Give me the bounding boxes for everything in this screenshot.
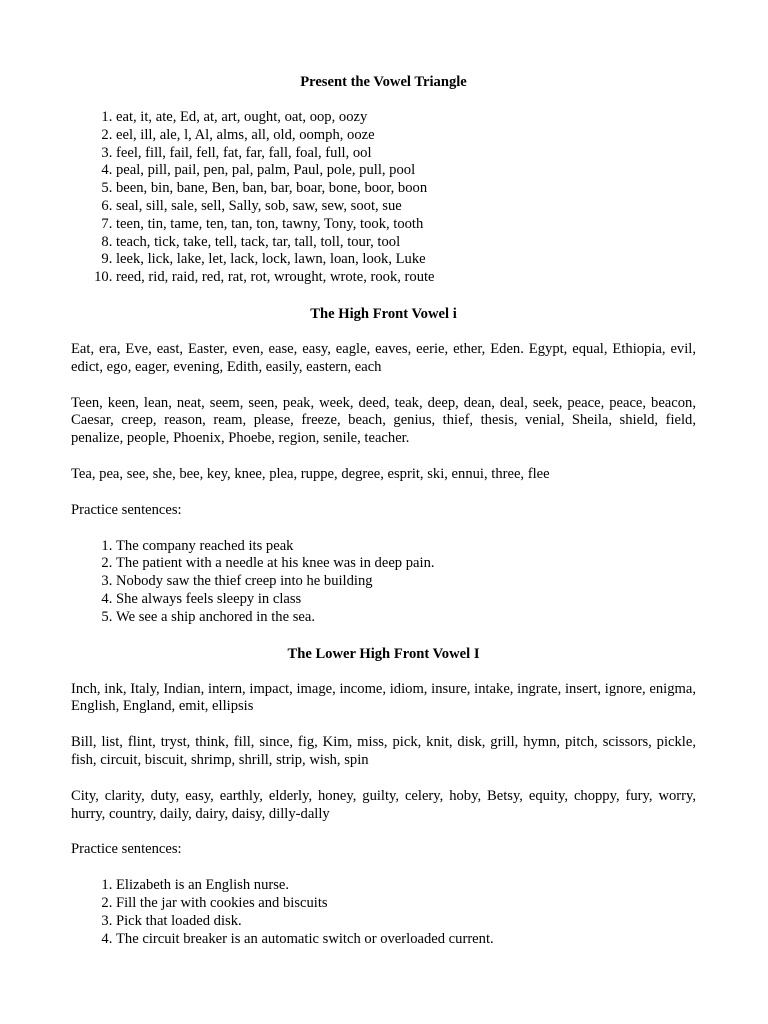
word-paragraph-1: Eat, era, Eve, east, Easter, even, ease, easy, eagle, eaves, eerie, ether, Eden. Egypt, equal, Ethiopia, evil, edict, ego, eager, evening, Edith, easily, eastern, each xyxy=(71,340,696,375)
vowel-triangle-list xyxy=(71,109,696,287)
list-item: 3. feel, fill, fail, fell, fat, far, fall, foal, full, ool xyxy=(116,145,696,163)
section-title-high-front-vowel: The High Front Vowel i xyxy=(310,305,457,322)
word-paragraph-2: Bill, list, flint, tryst, think, fill, since, fig, Kim, miss, pick, knit, disk, grill, hymn, pitch, scissors, pickle, fish, circuit, biscuit, shrimp, shrill, strip, wish, spin xyxy=(71,734,696,768)
list-item: 1. The company reached its peak xyxy=(116,538,696,556)
list-item: 1. Elizabeth is an English nurse. xyxy=(116,877,696,895)
list-item: 10. reed, rid, raid, red, rat, rot, wrought, wrote, rook, route xyxy=(116,269,696,287)
list-item: 9. leek, lick, lake, let, lack, lock, lawn, loan, look, Luke xyxy=(116,251,696,269)
word-paragraph-2: Teen, keen, lean, neat, seem, seen, peak, week, deed, teak, deep, dean, deal, seek, peace, peace, beacon, Caesar, creep, reason, ream, please, freeze, beach, genius, thief, thesis, venial, Sheila, shield, field, penalize, people, Phoenix, Phoebe, region, senile, teacher. xyxy=(71,394,696,447)
list-item: 2. Fill the jar with cookies and biscuits xyxy=(116,895,696,913)
practice-label: Practice sentences: xyxy=(71,841,182,858)
word-paragraph-1: Inch, ink, Italy, Indian, intern, impact, image, income, idiom, insure, intake, ingrate, insert, ignore, enigma, English, England, emit, ellipsis xyxy=(71,680,696,715)
list-item: 2. The patient with a needle at his knee was in deep pain. xyxy=(116,555,696,573)
practice-sentences-list xyxy=(71,877,696,948)
document-page xyxy=(71,73,696,948)
word-paragraph-3: Tea, pea, see, she, bee, key, knee, plea, ruppe, degree, esprit, ski, ennui, three, flee xyxy=(71,465,550,482)
list-item: 4. The circuit breaker is an automatic switch or overloaded current. xyxy=(116,931,696,949)
word-paragraph-3: City, clarity, duty, easy, earthly, elderly, honey, guilty, celery, hoby, Betsy, equity, choppy, fury, worry, hurry, country, daily, dairy, daisy, dilly-dally xyxy=(71,787,696,822)
list-item: 4. peal, pill, pail, pen, pal, palm, Paul, pole, pull, pool xyxy=(116,162,696,180)
section-title-lower-high-front-vowel: The Lower High Front Vowel I xyxy=(287,645,480,662)
list-item: 3. Nobody saw the thief creep into he building xyxy=(116,573,696,591)
list-item: 1. eat, it, ate, Ed, at, art, ought, oat, oop, oozy xyxy=(116,109,696,127)
list-item: 3. Pick that loaded disk. xyxy=(116,913,696,931)
section-title-vowel-triangle: Present the Vowel Triangle xyxy=(300,74,467,90)
practice-label: Practice sentences: xyxy=(71,501,182,518)
list-item: 4. She always feels sleepy in class xyxy=(116,591,696,609)
list-item: 7. teen, tin, tame, ten, tan, ton, tawny, Tony, took, tooth xyxy=(116,216,696,234)
list-item: 8. teach, tick, take, tell, tack, tar, tall, toll, tour, tool xyxy=(116,234,696,252)
practice-sentences-list xyxy=(71,538,696,627)
list-item: 5. We see a ship anchored in the sea. xyxy=(116,609,696,627)
list-item: 5. been, bin, bane, Ben, ban, bar, boar, bone, boor, boon xyxy=(116,180,696,198)
list-item: 6. seal, sill, sale, sell, Sally, sob, saw, sew, soot, sue xyxy=(116,198,696,216)
list-item: 2. eel, ill, ale, l, Al, alms, all, old, oomph, ooze xyxy=(116,127,696,145)
